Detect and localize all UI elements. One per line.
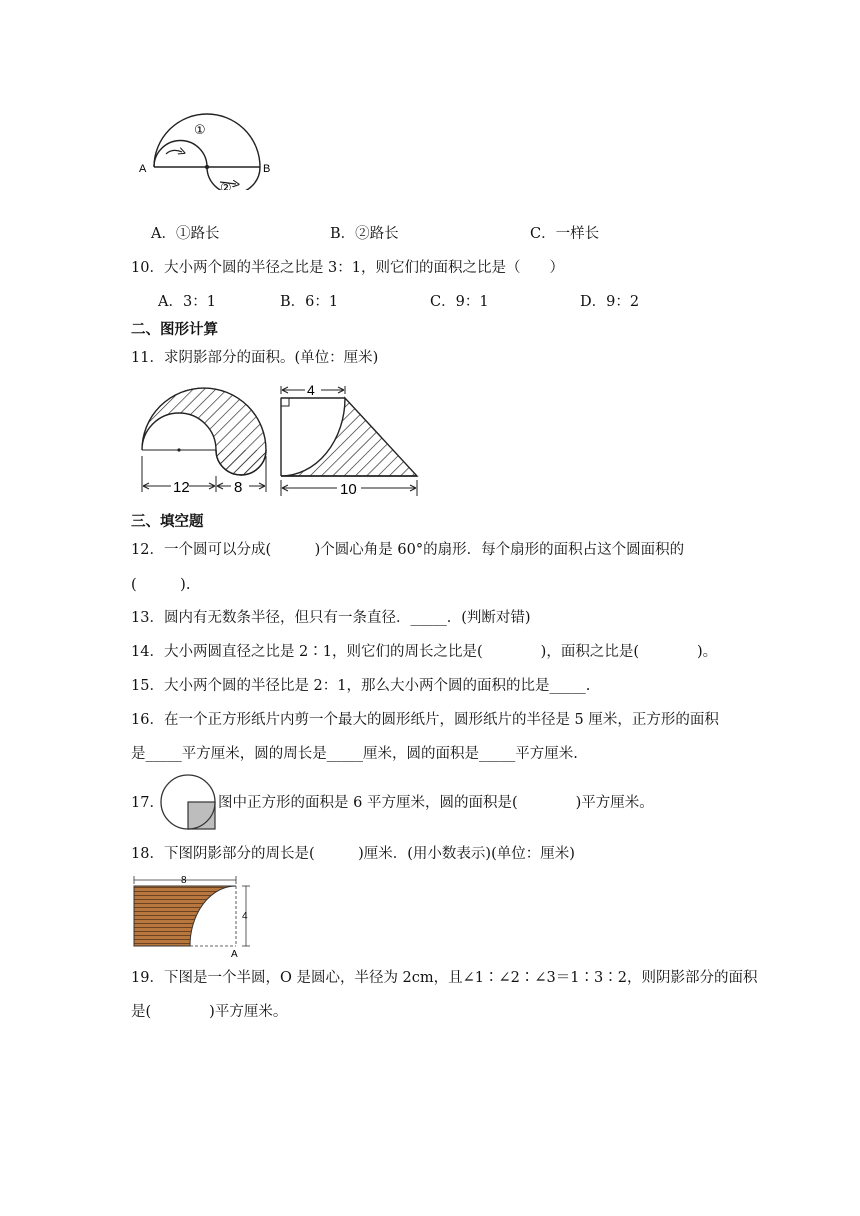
path-2-label: ②	[220, 180, 232, 190]
q11-figure	[134, 380, 424, 498]
dim-12-label: 12	[173, 479, 190, 496]
q18-figure	[130, 872, 254, 958]
q10-option-c[interactable]: C．9：1	[430, 294, 489, 310]
q16-line-2: 是_____平方厘米，圆的周长是_____厘米，圆的面积是_____平方厘米.	[131, 746, 578, 762]
q13-text: 13．圆内有无数条半径，但只有一条直径．_____．(判断对错)	[131, 610, 531, 626]
dim-4-label: 4	[242, 911, 248, 922]
dim-8-label: 8	[181, 875, 187, 886]
q17-text: 图中正方形的面积是 6 平方厘米，圆的面积是( )平方厘米。	[218, 795, 654, 811]
section-3-heading: 三、填空题	[131, 514, 204, 530]
q15-text: 15．大小两个圆的半径比是 2：1，那么大小两个圆的面积的比是_____.	[131, 678, 591, 694]
q17-number: 17．	[131, 795, 164, 811]
q9-option-a[interactable]: A．①路长	[151, 226, 220, 242]
q19-line-1: 19．下图是一个半圆，O 是圆心，半径为 2cm，且∠1∶∠2∶∠3＝1∶3∶2，则阴影部分的面积	[131, 970, 758, 986]
dim-8-label: 8	[234, 479, 243, 496]
q14-text: 14．大小两圆直径之比是 2∶1，则它们的周长之比是( )，面积之比是( )。	[131, 644, 718, 660]
q19-line-2: 是( )平方厘米。	[131, 1004, 288, 1020]
q9-option-c[interactable]: C．一样长	[530, 226, 600, 242]
q10-text: 10．大小两个圆的半径之比是 3：1，则它们的面积之比是（ ）	[131, 260, 565, 276]
q9-option-b[interactable]: B．②路长	[330, 226, 399, 242]
q9-figure	[136, 104, 276, 190]
q10-option-a[interactable]: A．3：1	[158, 294, 216, 310]
dim-4-label: 4	[307, 382, 315, 398]
point-a-label: A	[139, 163, 147, 175]
dim-10-label: 10	[340, 481, 357, 498]
q18-text: 18．下图阴影部分的周长是( )厘米．(用小数表示)(单位：厘米)	[131, 846, 575, 862]
q12-line-2: ( ).	[131, 577, 191, 593]
q11-text: 11．求阴影部分的面积。(单位：厘米)	[131, 350, 379, 366]
path-1-label: ①	[194, 122, 206, 137]
section-2-heading: 二、图形计算	[131, 322, 218, 338]
q17-figure	[160, 774, 220, 832]
point-a-label: A	[231, 949, 238, 958]
q10-option-b[interactable]: B．6：1	[280, 294, 339, 310]
point-b-label: B	[263, 163, 271, 175]
q10-option-d[interactable]: D．9：2	[580, 294, 640, 310]
q16-line-1: 16．在一个正方形纸片内剪一个最大的圆形纸片，圆形纸片的半径是 5 厘米，正方形的面积	[131, 712, 719, 728]
q12-line-1: 12．一个圆可以分成( )个圆心角是 60°的扇形．每个扇形的面积占这个圆面积的	[131, 542, 685, 558]
